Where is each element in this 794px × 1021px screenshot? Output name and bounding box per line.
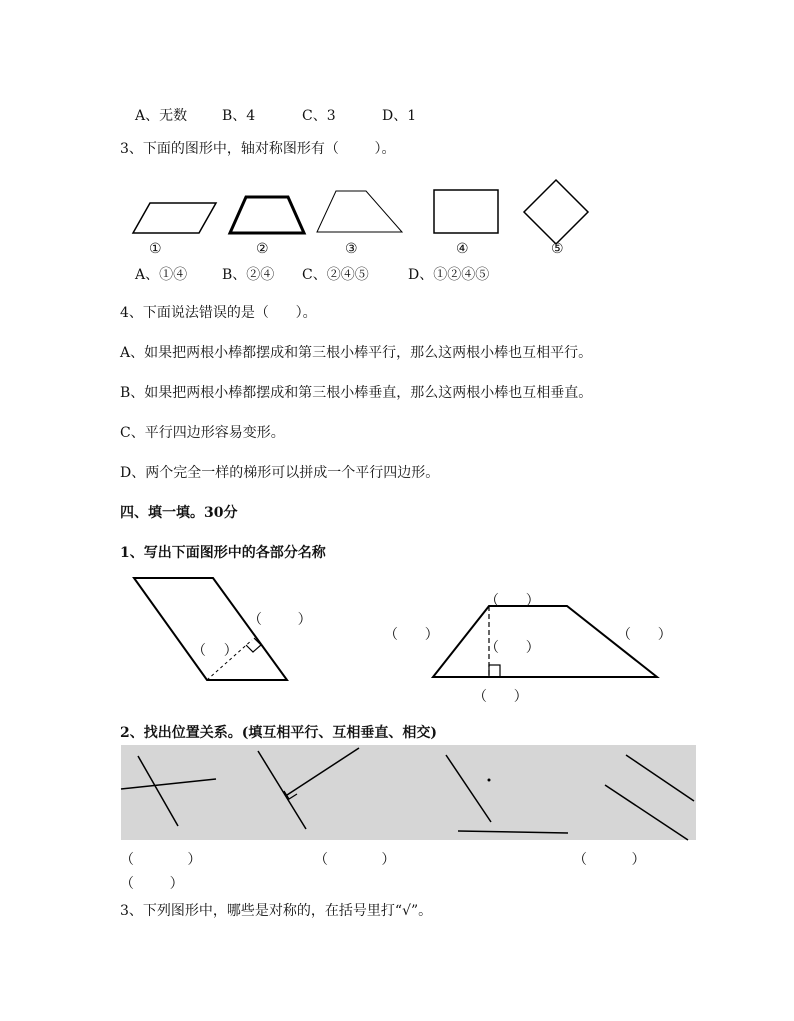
q2-option-b: B、4 [222, 108, 256, 124]
q3-shape-square-rotated [524, 180, 588, 244]
q4-statement-b: B、如果把两根小棒都摆成和第三根小棒垂直，那么这两根小棒也互相垂直。 [120, 385, 593, 401]
s4-q1-trap-blank-right[interactable]: （ ） [617, 627, 672, 643]
s4-q1-para-blank-side[interactable]: （ ） [248, 612, 312, 628]
q4-statement-c: C、平行四边形容易变形。 [120, 425, 285, 441]
q3-shape-label-5: ⑤ [551, 241, 564, 257]
q3-shape-label-2: ② [256, 241, 269, 257]
q3-shape-trapezoid-bold [230, 197, 304, 233]
q4-stem: 4、下面说法错误的是（ ）。 [120, 305, 317, 321]
q3-shape-right-trapezoid [317, 191, 402, 232]
q3-shape-parallelogram [133, 203, 216, 233]
s4-q2-blank-1[interactable]: （ ） [120, 852, 202, 868]
q3-option-a: A、①④ [135, 267, 188, 283]
q3-stem: 3、下面的图形中，轴对称图形有（ ）。 [120, 141, 396, 157]
q4-statement-a: A、如果把两根小棒都摆成和第三根小棒平行，那么这两根小棒也互相平行。 [120, 345, 593, 361]
q3-shape-rectangle [434, 190, 498, 233]
s4-q1-parallelogram-figure [134, 578, 287, 680]
q3-shape-label-4: ④ [456, 241, 469, 257]
section4-heading: 四、填一填。30分 [120, 505, 238, 521]
q2-option-d: D、1 [382, 108, 417, 124]
s4-q2-lines-figure [121, 745, 696, 840]
s4-q2-blank-3[interactable]: （ ） [573, 852, 646, 868]
q3-option-c: C、②④⑤ [302, 267, 369, 283]
s4-q1-trap-blank-left[interactable]: （ ） [384, 627, 439, 643]
q2-option-c: C、3 [302, 108, 336, 124]
s4-q1-trap-blank-height[interactable]: （ ） [485, 640, 540, 656]
q3-option-b: B、②④ [222, 267, 275, 283]
s4-q2-stem: 2、找出位置关系。(填互相平行、互相垂直、相交) [120, 725, 437, 741]
s4-q1-para-blank-height[interactable]: （ ） [192, 643, 238, 659]
q3-shape-label-3: ③ [345, 241, 358, 257]
q4-statement-d: D、两个完全一样的梯形可以拼成一个平行四边形。 [120, 465, 440, 481]
s4-q1-stem: 1、写出下面图形中的各部分名称 [120, 545, 326, 561]
q3-shape-label-1: ① [149, 241, 162, 257]
q2-option-a: A、无数 [135, 108, 188, 124]
s4-q1-trap-blank-bottom[interactable]: （ ） [473, 689, 528, 705]
s4-q2-blank-4[interactable]: （ ） [120, 876, 184, 892]
s4-q2-blank-2[interactable]: （ ） [314, 852, 396, 868]
s4-q3-stem: 3、下列图形中，哪些是对称的，在括号里打“√”。 [120, 903, 433, 919]
s4-q1-trap-blank-top[interactable]: （ ） [485, 593, 540, 609]
q3-option-d: D、①②④⑤ [408, 267, 490, 283]
